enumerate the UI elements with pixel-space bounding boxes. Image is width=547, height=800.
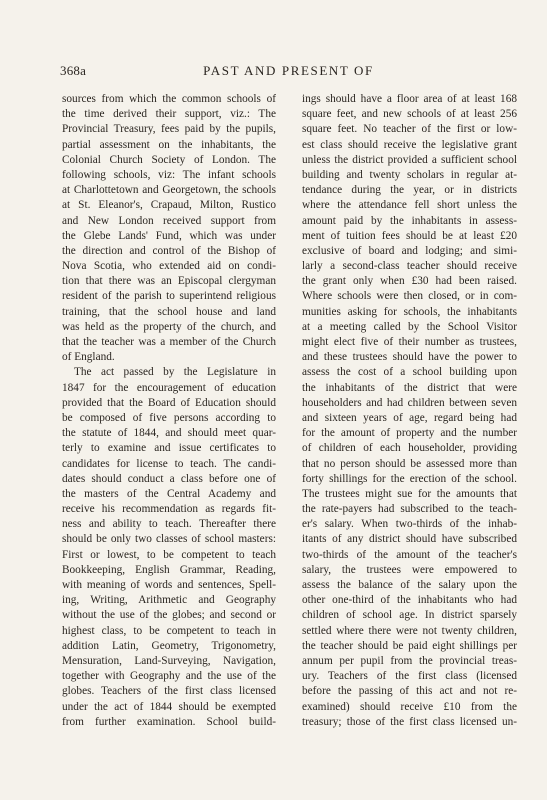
page-header (60, 63, 509, 81)
text-line: annum per pupil from the provincial treas- (302, 654, 517, 667)
text-line: resident of the parish to superintend religious (62, 290, 276, 303)
text-line: receive his recommendation as regards fit- (62, 503, 276, 516)
text-line: terly to examine and issue certificates to (62, 442, 276, 455)
text-line: from further examination. School build- (62, 715, 276, 728)
text-line: unless the district provided a sufficient school (302, 153, 517, 166)
text-line: the direction and control of the Bishop of (62, 244, 276, 257)
text-line: candidates for license to teach. The candi- (62, 457, 276, 470)
text-line: without the use of the globes; and second or (62, 609, 276, 622)
text-line: ings should have a floor area of at least 168 (302, 93, 517, 105)
text-line: for the amount of property and the number (302, 427, 517, 440)
text-line: exclusive of board and lodging; and simi- (302, 244, 517, 257)
text-line: the teacher should be paid eight shillings per (302, 639, 517, 652)
text-line: building and twenty scholars in regular at- (302, 168, 517, 181)
text-line: the statute of 1844, and should meet quar- (62, 427, 276, 440)
text-line: 1847 for the encouragement of education (62, 381, 276, 394)
text-line: ment of tuition fees should be at least £20 (302, 229, 517, 242)
text-line: ness and ability to teach. Thereafter there (62, 518, 276, 531)
text-line: amount paid by the inhabitants in assess- (302, 214, 517, 227)
text-line: where the attendance fell short unless the (302, 199, 517, 212)
text-line: householders and had children between seven (302, 396, 517, 409)
text-line: and these trustees should have the power to (302, 351, 517, 364)
text-line: The trustees might sue for the amounts that (302, 487, 517, 500)
text-line: assess the cost of a school building upon (302, 366, 517, 379)
text-line: sources from which the common schools of (62, 93, 276, 105)
text-line: following schools, viz: The infant schools (62, 168, 276, 181)
text-line: of children of each householder, providing (302, 442, 517, 455)
text-line: highest class, to be competent to teach in (62, 624, 276, 637)
text-line: together with Geography and the use of the (62, 670, 276, 683)
text-line: provided that the Board of Education should (62, 396, 276, 409)
text-line: tion that there was an Episcopal clergyman (62, 275, 276, 288)
text-line: training, that the school house and land (62, 305, 276, 318)
text-line: settled where there were not twenty children, (302, 624, 517, 637)
text-line: and New London received support from (62, 214, 276, 227)
text-line: two-thirds of the amount of the teacher's (302, 548, 517, 561)
text-line: the inhabitants of the district that were (302, 381, 517, 394)
text-line: the grant only when £30 had been raised. (302, 275, 517, 288)
left-text-column (62, 92, 276, 730)
text-line: at Charlottetown and Georgetown, the schools (62, 184, 276, 197)
text-line: treasury; those of the first class licensed un- (302, 715, 517, 728)
text-line: at a meeting called by the School Visitor (302, 320, 517, 333)
text-line: itants of any district should have subscribed (302, 533, 517, 546)
text-line: children of school age. In district sparsely (302, 609, 517, 622)
text-line: before the passing of this act and not re- (302, 685, 517, 698)
page-number: 368a (60, 63, 87, 78)
text-line: salary, the trustees were empowered to (302, 563, 517, 576)
text-line: Bookkeeping, English Grammar, Reading, (62, 563, 276, 576)
text-line: dates should conduct a class before one of (62, 472, 276, 485)
text-line: examined) should receive £10 from the (302, 700, 517, 713)
text-line: tendance during the year, or in districts (302, 184, 517, 197)
text-line: Colonial Church Society of London. The (62, 153, 276, 166)
text-line: larly a second-class teacher should receive (302, 260, 517, 273)
text-line: addition Latin, Geometry, Trigonometry, (62, 639, 276, 652)
text-line: er's salary. When two-thirds of the inhab- (302, 518, 517, 531)
text-line: the time derived their support, viz.: The (62, 108, 276, 121)
text-line: munities asking for schools, the inhabitants (302, 305, 517, 318)
text-line: partial assessment on the inhabitants, the (62, 138, 276, 151)
text-line: the rate-payers had subscribed to the teach- (302, 503, 517, 516)
text-line: First or lowest, to be competent to teach (62, 548, 276, 561)
text-line: with meaning of words and sentences, Spell- (62, 579, 276, 591)
text-line: might elect five of their number as trustees, (302, 336, 517, 348)
text-line: The act passed by the Legislature in (74, 366, 276, 379)
text-line: square feet. No teacher of the first or low- (302, 123, 517, 136)
text-line: that no person should be assessed more than (302, 457, 517, 470)
text-line: Provincial Treasury, fees paid by the pupils, (62, 123, 276, 136)
text-line: that the teacher was a member of the Church (62, 336, 276, 348)
text-line: other one-third of the inhabitants who had (302, 594, 517, 607)
text-line: was held as the property of the church, and (62, 320, 276, 333)
text-line: of England. (62, 351, 115, 364)
text-line: and sixteen years of age, regard being had (302, 411, 517, 424)
text-line: ing, Writing, Arithmetic and Geography (62, 594, 276, 607)
text-line: Mensuration, Land-Surveying, Navigation, (62, 654, 276, 667)
text-line: square feet, and new schools of at least 256 (302, 108, 517, 121)
text-line: under the act of 1844 should be exempted (62, 700, 276, 713)
text-line: at St. Eleanor's, Crapaud, Milton, Rustico (62, 199, 276, 212)
text-line: Where schools were then closed, or in com- (302, 290, 517, 303)
text-line: the masters of the Central Academy and (62, 487, 276, 500)
text-line: globes. Teachers of the first class licensed (62, 685, 276, 698)
text-line: assess the balance of the salary upon the (302, 579, 517, 591)
text-line: be composed of five persons according to (62, 411, 276, 424)
text-line: forty shillings for the erection of the school. (302, 472, 517, 485)
text-line: ury. Teachers of the first class (licensed (302, 670, 517, 683)
text-line: Nova Scotia, who extended aid on condi- (62, 260, 276, 273)
text-line: the Glebe Lands' Fund, which was under (62, 229, 276, 242)
right-text-column (302, 92, 517, 730)
text-line: should be only two classes of school masters: (62, 533, 276, 546)
text-line: est class should receive the legislative grant (302, 138, 517, 151)
running-title: PAST AND PRESENT OF (203, 63, 374, 78)
